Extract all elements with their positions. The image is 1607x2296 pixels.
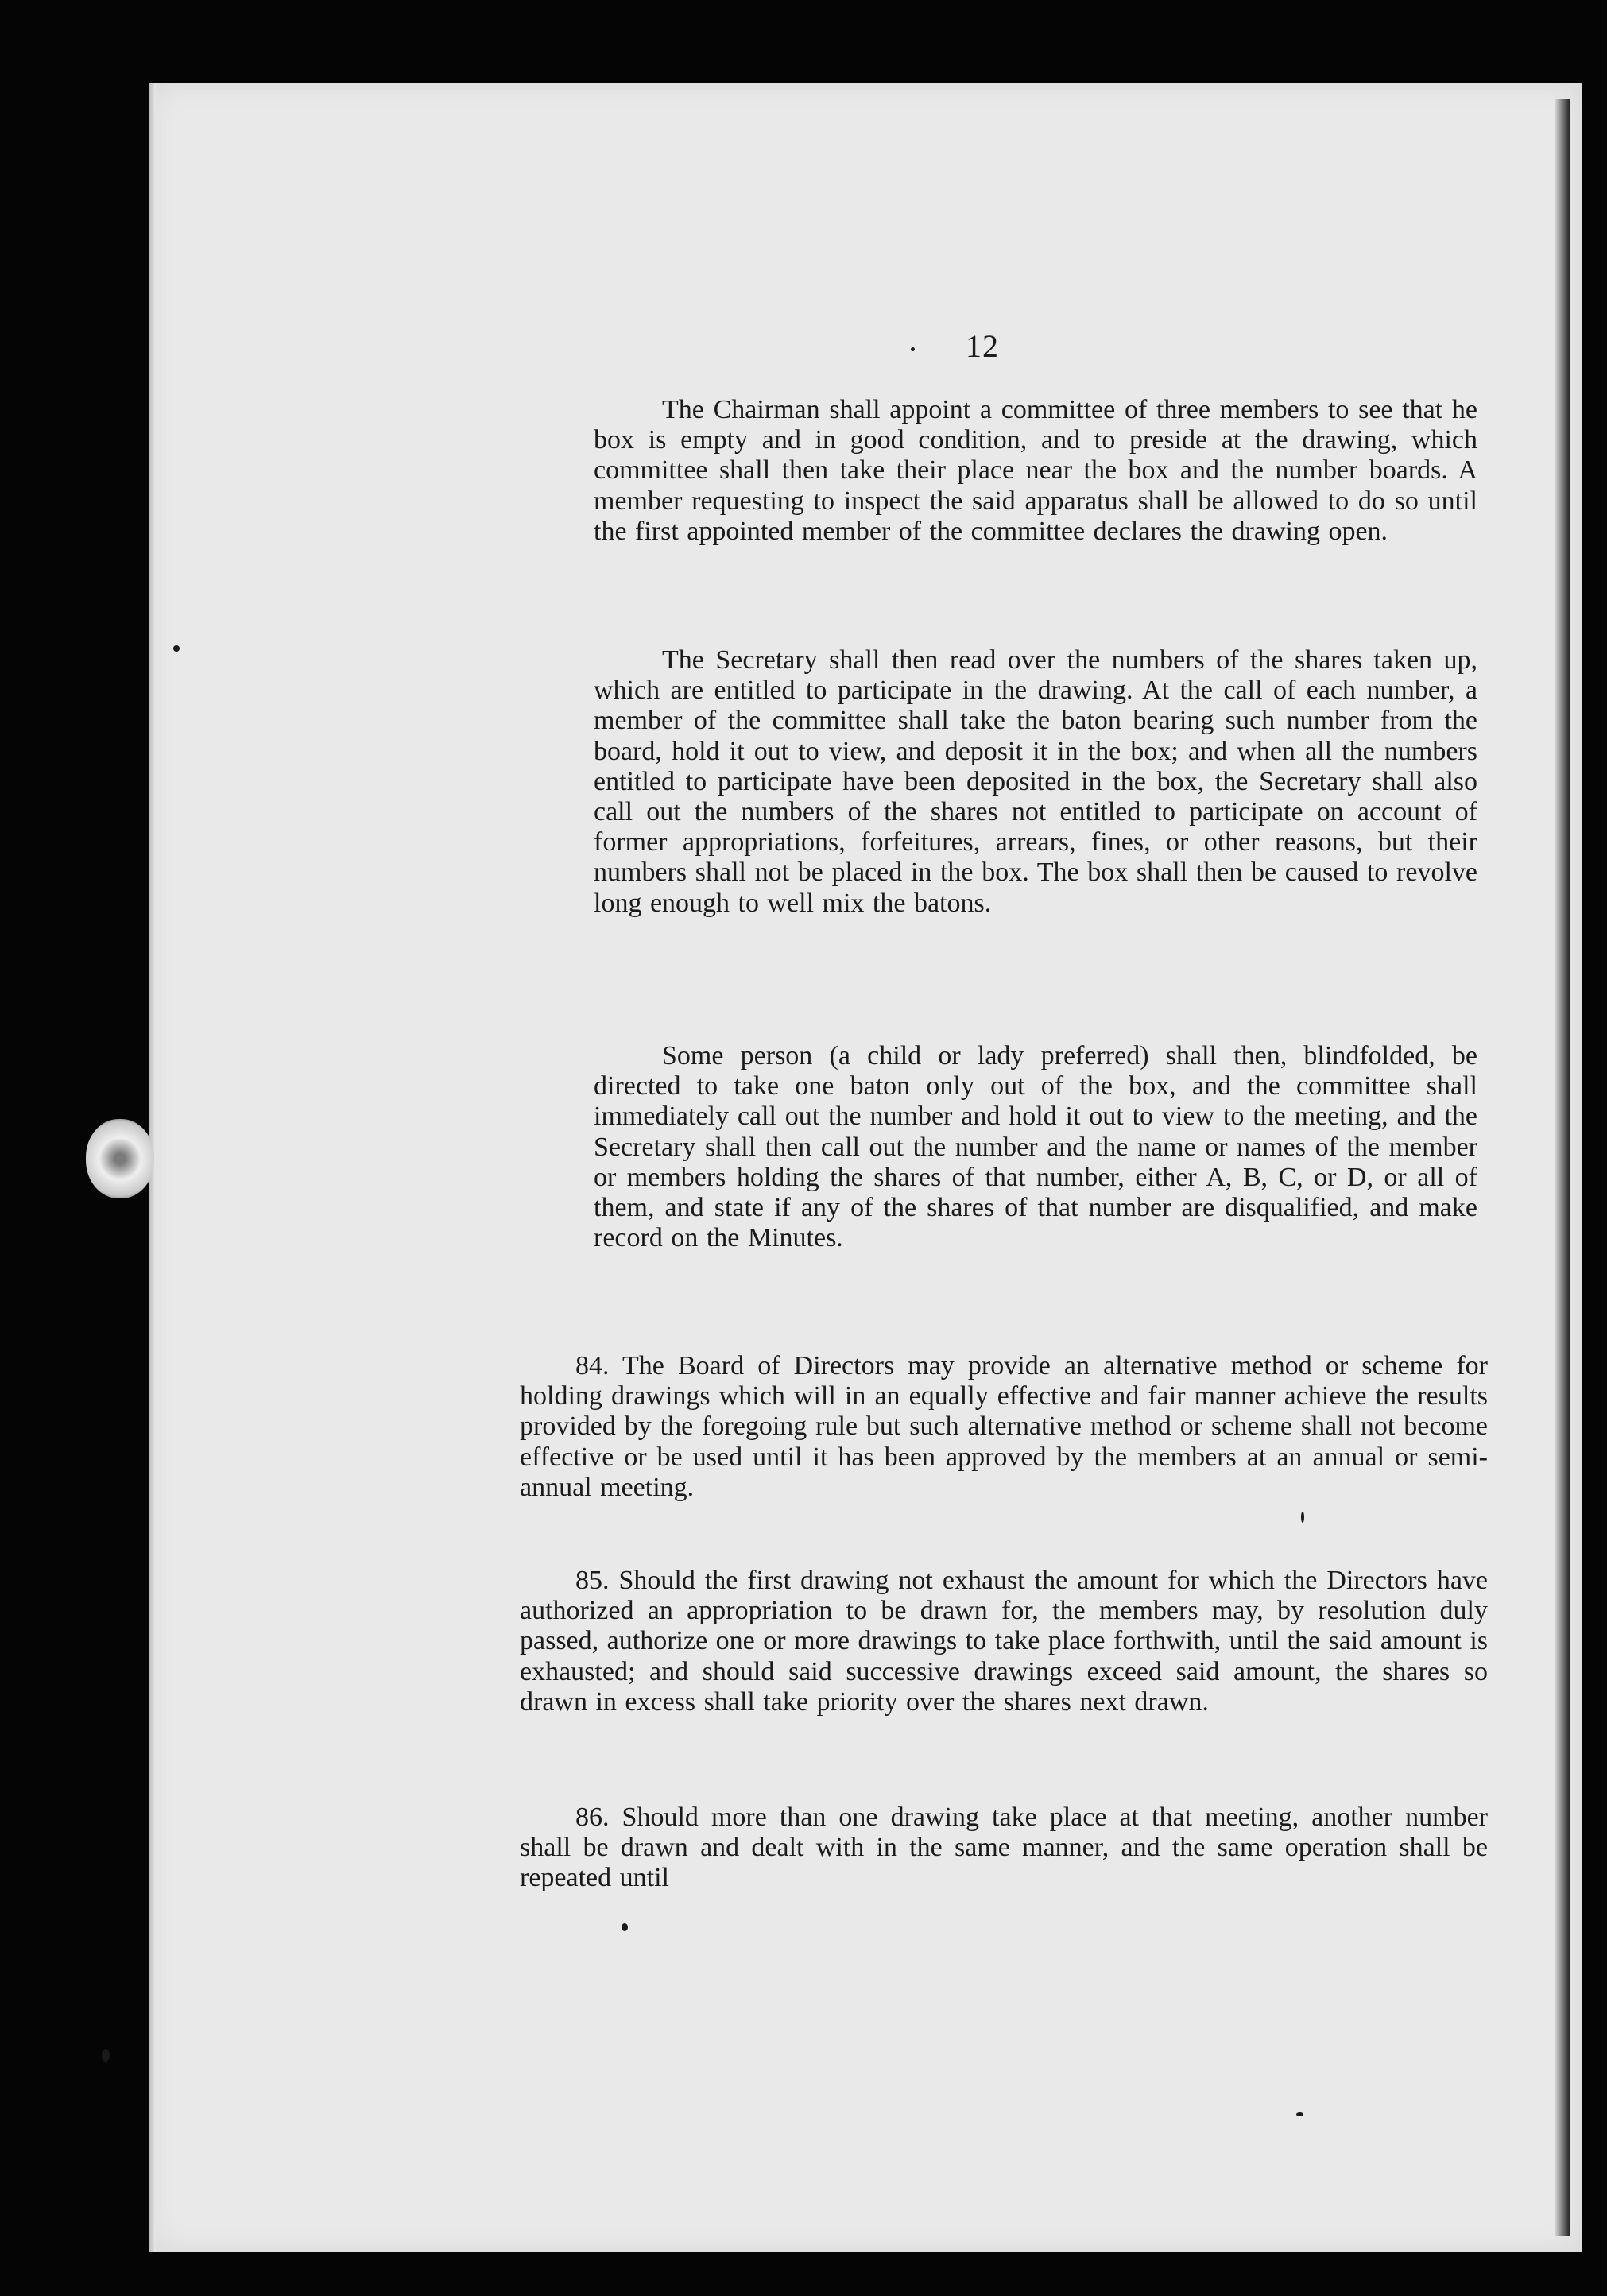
dust-speck: [1301, 1512, 1304, 1523]
paragraph-text: Some person (a child or lady preferred) shall then, blindfolded, be directed to take one baton only out of the box, and the committee shall immediately call out the number and hold it out to view to the meeting, and the Secretary shall then call out the number and the name or names of the member or members holding the shares of that number, either A, B, C, or D, or all of them, and state if any of the shares of that number are disqualified, and make record on the Minutes.: [594, 1041, 1477, 1253]
page-number: 12: [966, 328, 999, 364]
dust-speck: [622, 1923, 628, 1931]
paragraph-rule-85: [520, 1566, 1488, 1717]
paragraph-text: 85. Should the first drawing not exhaust the amount for which the Directors have authorized an appropriation to be drawn for, the members may, by resolution duly passed, authorize one or more drawings to take place forthwith, until the said amount is exhausted; and should said successive drawings exceed said amount, the shares so drawn in excess shall take priority over the shares next drawn.: [520, 1566, 1488, 1717]
page-right-edge: [1555, 99, 1570, 2236]
paragraph-blindfolded-draw: [594, 1041, 1477, 1253]
dust-speck: [911, 347, 915, 351]
paragraph-text: 86. Should more than one drawing take place at that meeting, another number shall be drawn and dealt with in the same manner, and the same operation shall be repeated until: [520, 1802, 1488, 1893]
dust-speck: [173, 645, 180, 652]
paragraph-text: The Secretary shall then read over the numbers of the shares taken up, which are entitled to participate in the drawing. At the call of each number, a member of the committee shall take the baton bearing such number from the board, hold it out to view, and deposit it in the box; and when all the numbers entitled to participate have been deposited in the box, the Secretary shall also call out the numbers of the shares not entitled to participate on account of former appropriations, forfeitures, arrears, fines, or other reasons, but their numbers shall not be placed in the box. The box shall then be caused to revolve long enough to well mix the batons.: [594, 645, 1477, 918]
paragraph-committee-appointment: [594, 395, 1477, 547]
paragraph-text: The Chairman shall appoint a committee of three members to see that he box is empty and in good condition, and to preside at the drawing, which committee shall then take their place near the box and the number boards. A member requesting to inspect the said apparatus shall be allowed to do so until the first appointed member of the committee declares the drawing open.: [594, 395, 1477, 546]
paragraph-rule-84: [520, 1351, 1488, 1503]
paragraph-text: 84. The Board of Directors may provide an alternative method or scheme for holding drawings which will in an equally effective and fair manner achieve the results provided by the foregoing rule but such alternative method or scheme shall not become effective or be used until it has been approved by the members at an annual or semi-annual meeting.: [520, 1351, 1488, 1502]
dust-speck: [1296, 2112, 1303, 2116]
paragraph-rule-86: [520, 1802, 1488, 1894]
paragraph-secretary-reads-numbers: [594, 645, 1477, 919]
dust-speck: [102, 2049, 110, 2062]
binding-hole-blot: [86, 1119, 154, 1198]
